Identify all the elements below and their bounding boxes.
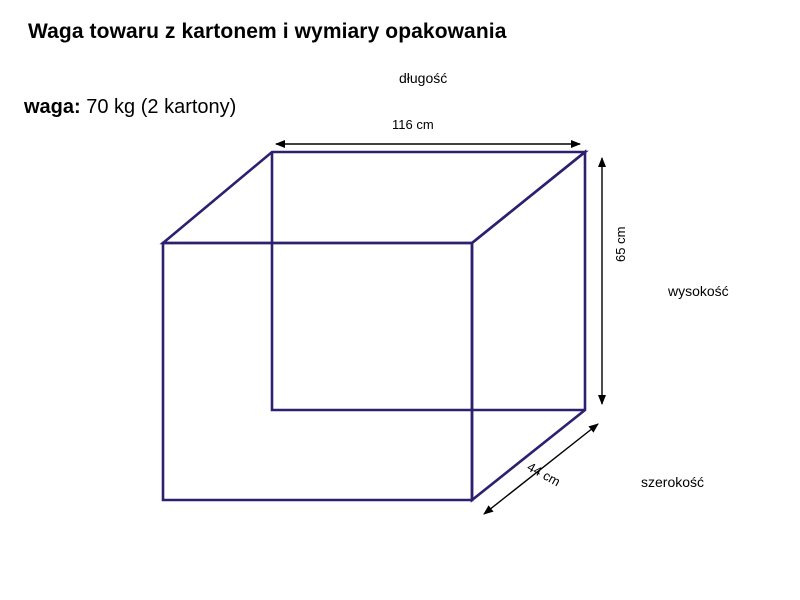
axis-label-height: wysokość — [668, 283, 729, 299]
axis-label-length: długość — [399, 70, 448, 86]
page-title: Waga towaru z kartonem i wymiary opakowania — [28, 20, 507, 43]
dimension-length-value: 116 cm — [392, 117, 434, 132]
weight-value: 70 kg (2 kartony) — [86, 96, 237, 118]
dimension-height-value: 65 cm — [613, 226, 628, 262]
weight-label: waga: — [24, 96, 81, 118]
dimension-width-value: 44 cm — [524, 459, 563, 490]
cuboid-front-face — [163, 243, 472, 500]
axis-label-width: szerokość — [641, 474, 705, 490]
cuboid-wireframe — [163, 152, 585, 500]
dimension-line-width — [484, 424, 598, 514]
cuboid-top-face — [163, 152, 585, 243]
